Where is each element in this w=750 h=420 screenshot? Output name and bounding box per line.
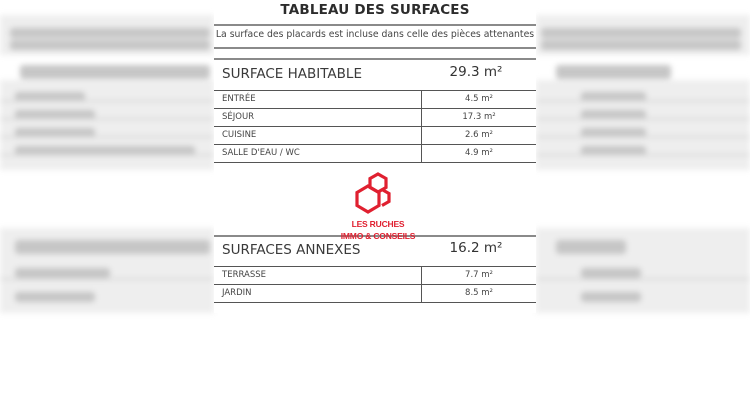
logo-line-2: IMMO & CONSEILS [340,231,416,241]
room-label: CUISINE [222,130,257,140]
row-divider [214,108,536,109]
surfaces-table-panel [214,0,536,313]
surfaces-annexes-total: 16.2 m² [449,240,503,256]
annex-area: 8.5 m² [465,288,493,298]
annex-label: TERRASSE [222,270,267,280]
row-divider [214,90,536,91]
closets-note: La surface des placards est incluse dans celle des pièces attenantes [215,29,535,40]
row-divider [214,162,536,163]
row-divider [214,266,536,267]
room-label: ENTRÉE [222,94,256,104]
row-divider [214,302,536,303]
annex-area: 7.7 m² [465,270,493,280]
room-area: 2.6 m² [465,130,493,140]
room-label: SALLE D'EAU / WC [222,148,300,158]
room-label: SÉJOUR [222,112,255,122]
room-area: 4.5 m² [465,94,493,104]
row-divider [214,144,536,145]
document-title: TABLEAU DES SURFACES [280,2,470,18]
divider [214,58,536,60]
hexagon-logo-icon [336,172,420,216]
blurred-background-left [0,0,214,320]
row-divider [214,126,536,127]
divider [214,24,536,26]
divider [214,47,536,49]
surface-habitable-total: 29.3 m² [449,64,503,80]
logo-line-1: LES RUCHES [351,219,405,229]
blurred-background-right [536,0,750,320]
surface-habitable-title: SURFACE HABITABLE [222,66,362,82]
room-area: 4.9 m² [465,148,493,158]
row-divider [214,284,536,285]
annex-label: JARDIN [222,288,252,298]
surfaces-annexes-title: SURFACES ANNEXES [222,242,361,258]
room-area: 17.3 m² [462,112,496,122]
